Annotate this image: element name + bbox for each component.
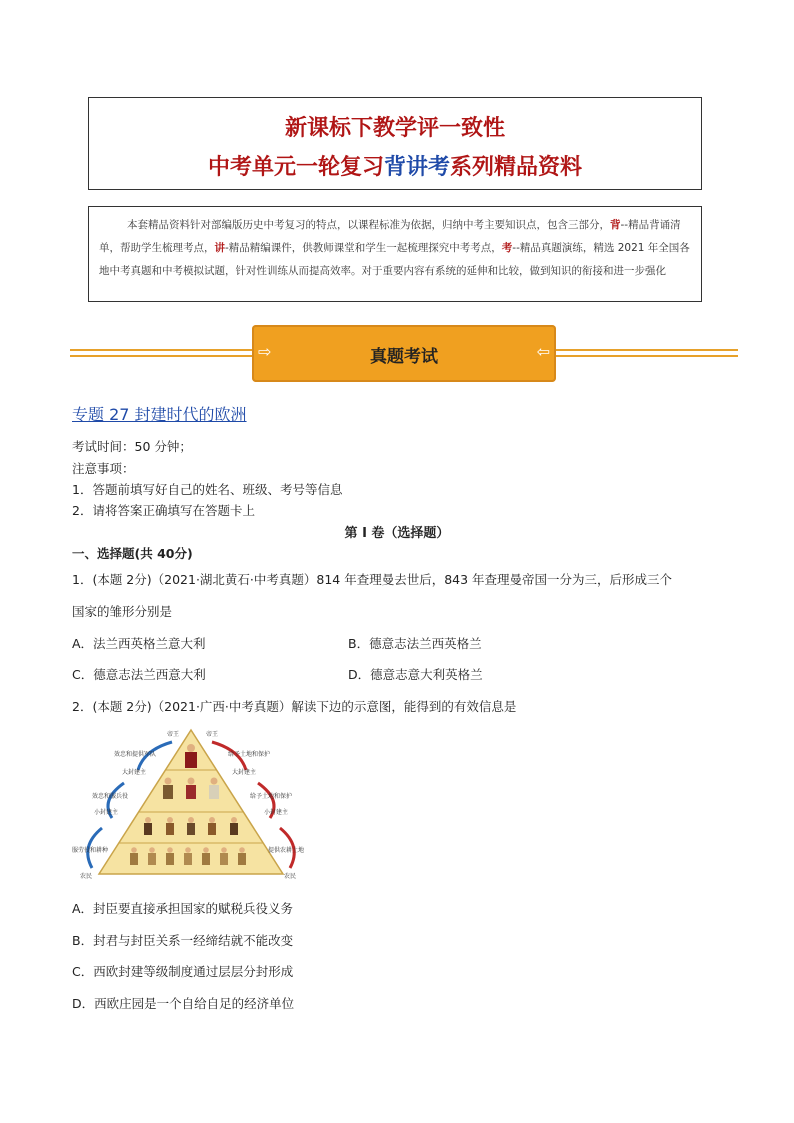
title-line-2-prefix: 中考单元一轮复习: [207, 154, 384, 180]
intro-text-3: -精品精编课件，供教师课堂和学生一起梳理探究中考考点，: [225, 242, 502, 254]
q1-option-d[interactable]: D．德意志意大利英格兰: [348, 667, 483, 682]
section-banner: [252, 325, 556, 382]
label-king-right: 帝王: [206, 731, 219, 738]
q1-stem-line-1: 1．(本题 2分)（2021·湖北黄石·中考真题）814 年查理曼去世后，843 年查理曼帝国一分为三，后形成三个: [72, 572, 673, 587]
label-vassal-left: 小封建主: [94, 809, 119, 816]
intro-keyword-jiang: 讲: [214, 242, 225, 254]
label-arrow-left-1: 效忠和提供军队: [114, 751, 157, 758]
title-line-2: [89, 150, 701, 181]
q1-stem-line-2: 国家的雏形分别是: [72, 604, 173, 619]
q2-stem: 2．(本题 2分)（2021·广西·中考真题）解读下边的示意图，能得到的有效信息是: [72, 699, 517, 714]
label-arrow-left-3: 服劳役和耕种: [72, 847, 109, 854]
note-1: 1．答题前填写好自己的姓名、班级、考号等信息: [72, 482, 343, 497]
q2-option-c[interactable]: C．西欧封建等级制度通过层层分封形成: [72, 964, 294, 979]
q2-option-b[interactable]: B．封君与封臣关系一经缔结就不能改变: [72, 933, 294, 948]
intro-box: [88, 206, 702, 302]
label-vassal-right: 小封建主: [264, 809, 289, 816]
label-peasant-right: 农民: [284, 873, 297, 880]
feudal-pyramid-diagram: [72, 728, 310, 880]
divider-line-right-top: [556, 349, 738, 351]
label-peasant-left: 农民: [80, 873, 93, 880]
title-line-1: 新课标下教学评一致性: [284, 115, 505, 141]
label-arrow-right-2: 给予土地和保护: [250, 793, 293, 800]
divider-line-left-bottom: [70, 355, 252, 357]
title-line-2-keyword: 背讲考: [383, 154, 450, 180]
intro-paragraph: [99, 214, 691, 283]
divider-line-right-bottom: [556, 355, 738, 357]
lord-figures: [163, 778, 219, 800]
intro-text-2: --精品背诵清单，帮助学生梳理考点，: [99, 219, 681, 254]
label-arrow-right-1: 给予土地和保护: [228, 751, 271, 758]
topic-title: 专题 27 封建时代的欧洲: [72, 405, 247, 424]
section-title: 一、选择题(共 40分): [72, 546, 193, 561]
banner-label: 真题考试: [370, 347, 438, 367]
label-lord-left: 大封建主: [122, 769, 147, 776]
q2-option-a[interactable]: A．封臣要直接承担国家的赋税兵役义务: [72, 901, 294, 916]
intro-keyword-bei: 背: [610, 219, 621, 231]
intro-keyword-kao: 考: [501, 242, 513, 254]
label-lord-right: 大封建主: [232, 769, 257, 776]
notes-title: 注意事项：: [72, 461, 135, 476]
part-title: 第 I 卷（选择题）: [344, 526, 450, 541]
label-king-left: 帝王: [167, 731, 180, 738]
title-line-2-suffix: 系列精品资料: [450, 154, 583, 180]
q2-option-d[interactable]: D．西欧庄园是一个自给自足的经济单位: [72, 996, 295, 1011]
intro-text-4: --精品真题演练，精选 2021 年全国各地中考真题和中考模拟试题，针对性训练从而提高效率。对于重要内容有系统的延伸和比较，做到知识的衔接和进一步强化: [99, 242, 690, 277]
left-arrow-icon: ⇦: [536, 342, 550, 361]
right-arrow-icon: ⇨: [258, 342, 272, 361]
title-box: [88, 97, 702, 190]
q1-option-a[interactable]: A．法兰西英格兰意大利: [72, 636, 206, 651]
exam-time: 考试时间：50 分钟；: [72, 439, 192, 454]
label-arrow-right-3: 提供农耕土地: [268, 847, 305, 854]
label-arrow-left-2: 效忠和服兵役: [92, 793, 129, 800]
note-2: 2．请将答案正确填写在答题卡上: [72, 503, 255, 518]
q1-option-c[interactable]: C．德意志法兰西意大利: [72, 667, 206, 682]
intro-text-1: 本套精品资料针对部编版历史中考复习的特点，以课程标准为依据，归纳中考主要知识点，包含三部分，: [127, 219, 610, 231]
q1-option-b[interactable]: B．德意志法兰西英格兰: [348, 636, 482, 651]
divider-line-left-top: [70, 349, 252, 351]
